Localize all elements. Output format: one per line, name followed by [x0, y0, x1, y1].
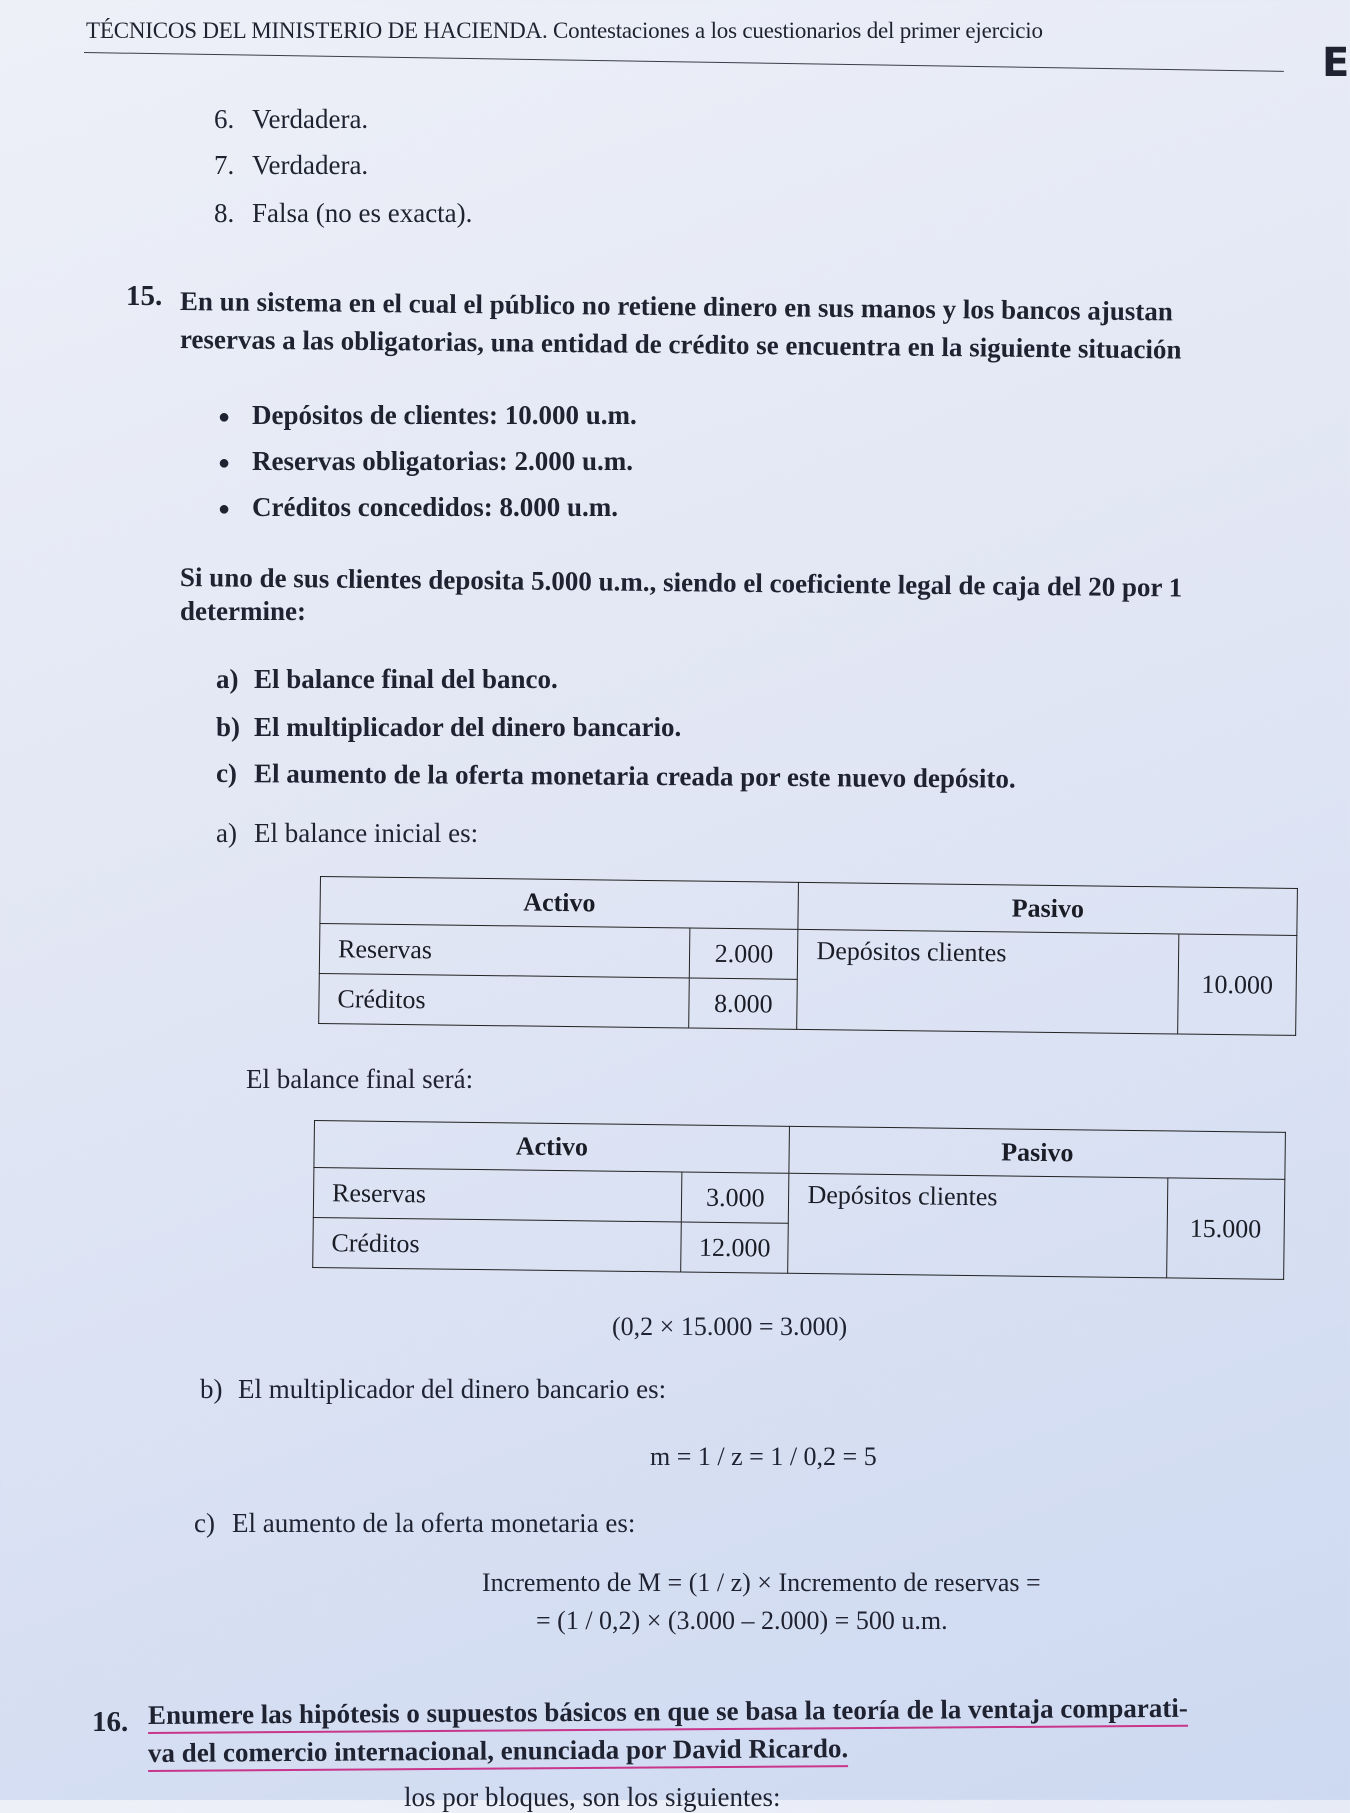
question-condition: determine:: [180, 596, 306, 626]
bullet-icon: ●: [218, 498, 231, 521]
pasivo-value: 10.000: [1178, 934, 1297, 1035]
question-condition: Si uno de sus clientes deposita 5.000 u.m., siendo el coeficiente legal de caja del 20 por 1: [179, 562, 1183, 603]
final-balance-intro: El balance final será:: [246, 1064, 474, 1094]
answer-part: a) El balance inicial es:: [216, 818, 479, 848]
question-text: va del comercio internacional, enunciada por David Ricardo.: [148, 1733, 848, 1769]
question-part: b) El multiplicador del dinero bancario.: [216, 712, 682, 742]
activo-label: Créditos: [319, 973, 690, 1028]
pasivo-label: Depósitos clientes: [788, 1173, 1167, 1278]
pasivo-label: Depósitos clientes: [797, 929, 1179, 1034]
activo-header: Activo: [314, 1121, 790, 1174]
question-number: 15.: [126, 280, 163, 312]
answer-item: 7. Verdadera.: [214, 150, 369, 180]
bullet-item: ● Depósitos de clientes: 10.000 u.m.: [218, 400, 637, 430]
question-part: a) El balance final del banco.: [216, 664, 558, 694]
money-supply-formula: Incremento de M = (1 / z) × Incremento de reservas =: [482, 1568, 1041, 1597]
question-text: reservas a las obligatorias, una entidad de crédito se encuentra en la siguiente situación: [179, 324, 1182, 365]
bullet-icon: ●: [218, 406, 231, 429]
question-number: 16.: [92, 1706, 129, 1738]
bullet-item: ● Créditos concedidos: 8.000 u.m.: [218, 492, 618, 522]
initial-balance-table: [318, 876, 1298, 1036]
reserve-calculation: (0,2 × 15.000 = 3.000): [612, 1312, 848, 1341]
pasivo-header: Pasivo: [798, 882, 1297, 935]
pasivo-header: Pasivo: [789, 1126, 1285, 1179]
activo-label: Créditos: [313, 1217, 682, 1271]
question-part: c) El aumento de la oferta monetaria creada por este nuevo depósito.: [215, 758, 1016, 794]
cutoff-text: los por bloques, son los siguientes:: [404, 1782, 781, 1812]
answer-item: 6. Verdadera.: [214, 104, 369, 134]
money-supply-formula: = (1 / 0,2) × (3.000 – 2.000) = 500 u.m.: [536, 1606, 948, 1635]
question-text: Enumere las hipótesis o supuestos básicos en que se basa la teoría de la ventaja comparati-: [148, 1693, 1188, 1731]
activo-value: 2.000: [690, 928, 799, 979]
activo-value: 8.000: [689, 978, 798, 1029]
activo-label: Reservas: [313, 1168, 682, 1222]
activo-value: 3.000: [681, 1172, 789, 1223]
activo-header: Activo: [320, 877, 799, 930]
final-balance-table: [312, 1120, 1286, 1280]
multiplier-formula: m = 1 / z = 1 / 0,2 = 5: [650, 1442, 877, 1471]
pasivo-value: 15.000: [1166, 1178, 1285, 1279]
edge-tab-mark: E: [1322, 40, 1350, 86]
bullet-icon: ●: [218, 452, 231, 475]
answer-part: c) El aumento de la oferta monetaria es:: [194, 1508, 636, 1538]
activo-value: 12.000: [681, 1222, 789, 1273]
answer-item: 8. Falsa (no es exacta).: [214, 198, 473, 228]
activo-label: Reservas: [319, 924, 690, 979]
question-text: En un sistema en el cual el público no retiene dinero en sus manos y los bancos ajustan: [179, 286, 1173, 327]
answer-part: b) El multiplicador del dinero bancario es:: [200, 1374, 667, 1404]
running-header: TÉCNICOS DEL MINISTERIO DE HACIENDA. Contestaciones a los cuestionarios del primer ejercicio: [86, 18, 1043, 43]
header-rule: [84, 52, 1284, 72]
bullet-item: ● Reservas obligatorias: 2.000 u.m.: [218, 446, 633, 476]
